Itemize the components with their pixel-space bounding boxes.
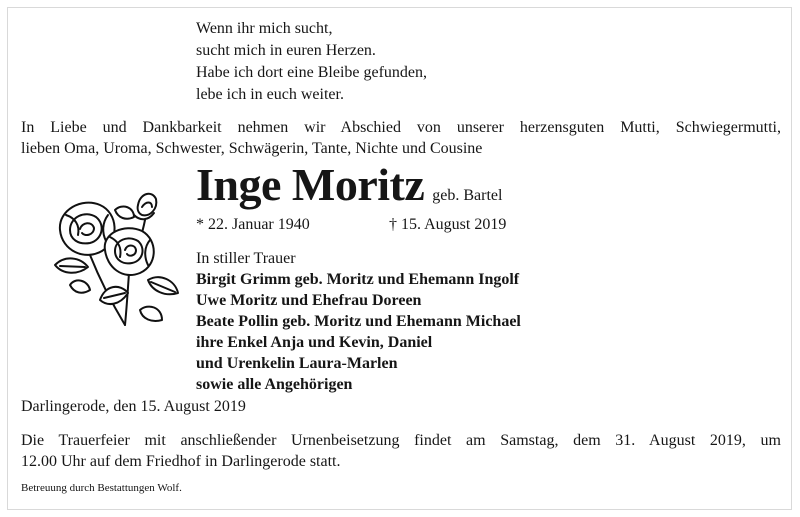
poem	[196, 18, 427, 106]
mourner-line: und Urenkelin Laura-Marlen	[196, 355, 398, 372]
mourner-line: sowie alle Angehörigen	[196, 376, 353, 393]
mourners-list	[196, 248, 521, 395]
mourner-line: ihre Enkel Anja und Kevin, Daniel	[196, 334, 433, 351]
place-and-date: Darlingerode, den 15. August 2019	[21, 398, 246, 415]
deceased-name-row	[196, 160, 502, 210]
poem-line: lebe ich in euch weiter.	[196, 86, 344, 103]
poem-line: sucht mich in euren Herzen.	[196, 42, 376, 59]
intro-text	[21, 117, 781, 159]
mourner-line: Beate Pollin geb. Moritz und Ehemann Michael	[196, 313, 521, 330]
service-line: Die Trauerfeier mit anschließender Urnenbeisetzung findet am Samstag, dem 31. August 2019, um	[21, 432, 781, 449]
mourners-header: In stiller Trauer	[196, 250, 296, 267]
intro-line: lieben Oma, Uroma, Schwester, Schwägerin, Tante, Nichte und Cousine	[21, 140, 483, 157]
funeral-service-info	[21, 430, 781, 472]
mourner-line: Birgit Grimm geb. Moritz und Ehemann Ingolf	[196, 271, 520, 288]
maiden-name: geb. Bartel	[432, 187, 503, 204]
deceased-name: Inge Moritz	[196, 159, 425, 210]
death-date: † 15. August 2019	[389, 216, 507, 233]
mourner-line: Uwe Moritz und Ehefrau Doreen	[196, 292, 422, 309]
poem-line: Wenn ihr mich sucht,	[196, 20, 333, 37]
intro-line: In Liebe und Dankbarkeit nehmen wir Abschied von unserer herzensguten Mutti, Schwiegermutti,	[21, 119, 781, 136]
roses-illustration	[30, 185, 180, 335]
service-line: 12.00 Uhr auf dem Friedhof in Darlingerode statt.	[21, 453, 341, 470]
birth-date: * 22. Januar 1940	[196, 216, 310, 233]
undertaker-credit: Betreuung durch Bestattungen Wolf.	[21, 482, 182, 494]
poem-line: Habe ich dort eine Bleibe gefunden,	[196, 64, 428, 81]
